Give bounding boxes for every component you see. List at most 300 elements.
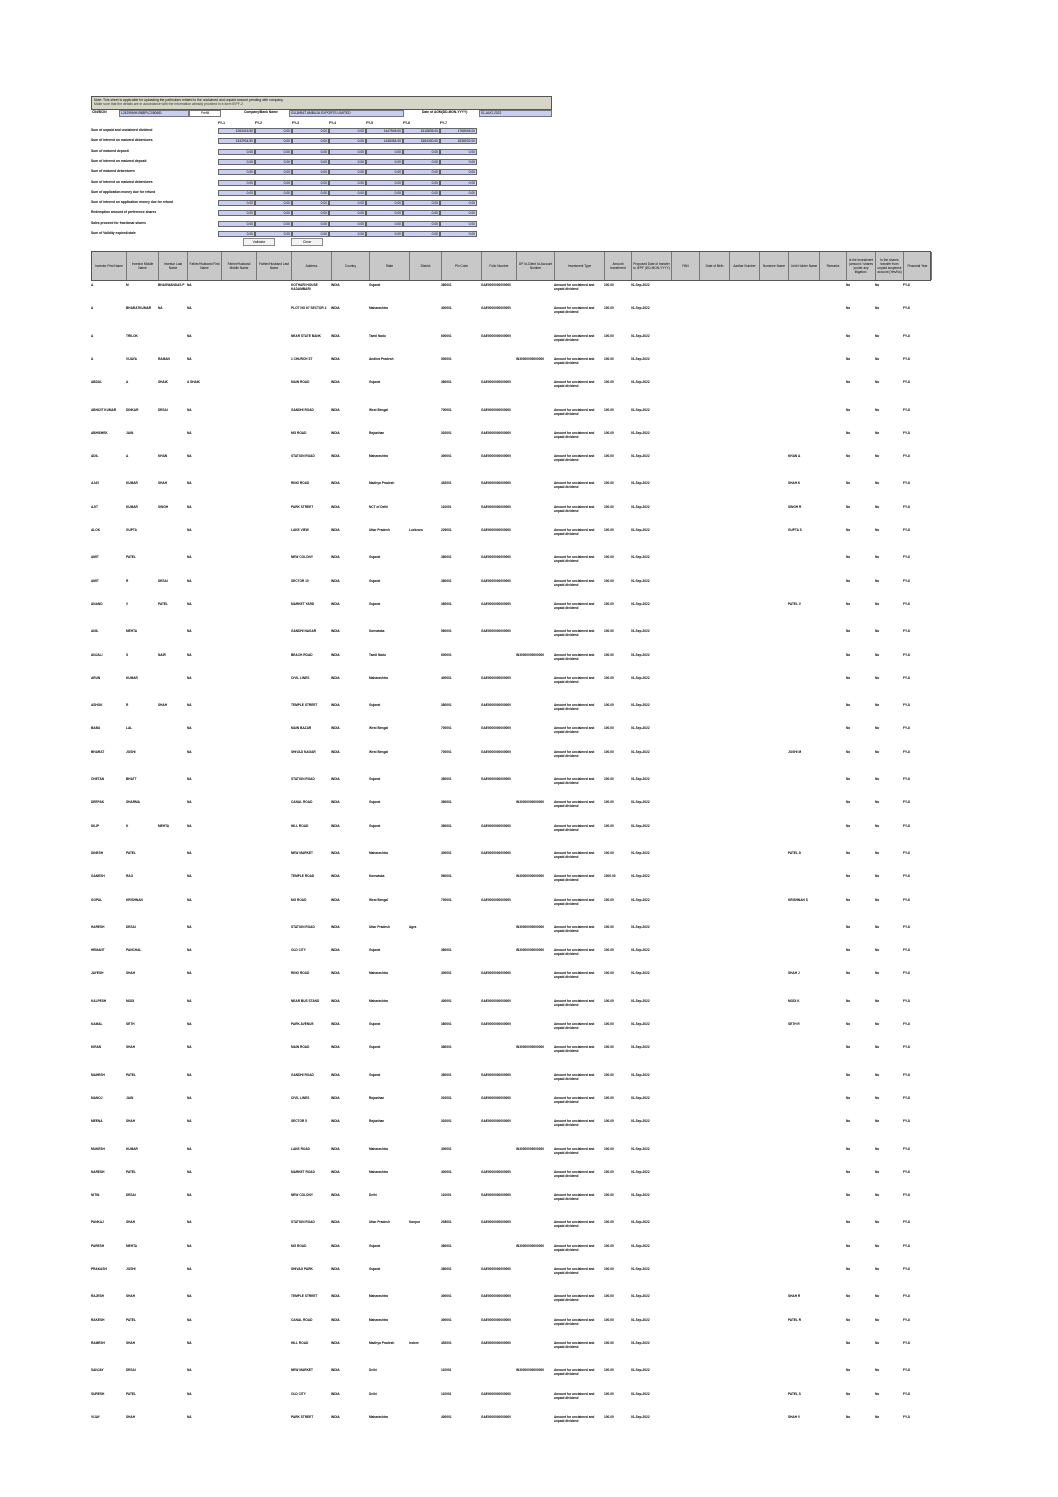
table-cell[interactable]: FY-8 <box>903 481 910 486</box>
table-cell[interactable] <box>409 1244 439 1264</box>
table-cell[interactable]: No <box>846 1294 851 1299</box>
table-cell[interactable]: Amount for unclaimed and unpaid dividend <box>554 948 595 957</box>
table-cell[interactable] <box>671 703 697 723</box>
table-cell[interactable] <box>759 454 786 478</box>
table-cell[interactable]: GAE0000000000000 <box>481 1193 511 1198</box>
table-cell[interactable]: Uttar Pradesh <box>369 528 390 532</box>
table-cell[interactable] <box>671 481 697 501</box>
table-cell[interactable]: No <box>875 823 880 828</box>
table-cell[interactable]: 100.00 <box>604 703 614 708</box>
table-cell[interactable]: 01-Sep-2022 <box>631 675 650 680</box>
table-cell[interactable] <box>671 824 697 848</box>
table-cell[interactable]: NA <box>187 971 192 976</box>
table-cell[interactable] <box>256 1096 289 1116</box>
table-cell[interactable] <box>221 306 254 330</box>
table-cell[interactable]: Amount for unclaimed and unpaid dividend <box>554 578 595 587</box>
table-cell[interactable] <box>759 334 786 354</box>
table-cell[interactable] <box>409 357 439 377</box>
table-cell[interactable] <box>671 948 697 968</box>
table-cell[interactable]: ASHOK <box>91 703 103 708</box>
table-cell[interactable]: SHAH <box>126 1220 136 1225</box>
table-cell[interactable] <box>221 408 254 428</box>
summary-value[interactable]: 0.00 <box>255 200 292 206</box>
table-cell[interactable]: PATEL R <box>788 1317 802 1322</box>
table-cell[interactable]: 100.00 <box>604 528 614 532</box>
summary-value[interactable]: 0.00 <box>292 128 329 134</box>
table-cell[interactable]: No <box>875 430 880 435</box>
table-cell[interactable]: No <box>846 430 851 435</box>
table-cell[interactable] <box>788 703 817 723</box>
table-cell[interactable]: Uttar Pradesh <box>369 1220 390 1225</box>
table-cell[interactable]: 01-Sep-2022 <box>631 1169 650 1174</box>
table-cell[interactable]: Amount for unclaimed and unpaid dividend <box>554 1220 595 1229</box>
table-cell[interactable]: INDIA <box>331 283 340 287</box>
table-cell[interactable] <box>256 481 289 501</box>
table-cell[interactable]: SHAH <box>126 1414 136 1419</box>
table-cell[interactable]: INDIA <box>331 629 340 634</box>
table-cell[interactable]: No <box>846 850 851 855</box>
table-cell[interactable] <box>256 1415 289 1439</box>
table-cell[interactable] <box>699 874 727 894</box>
table-cell[interactable] <box>729 1341 757 1365</box>
table-cell[interactable]: SINGH <box>158 504 169 509</box>
table-cell[interactable] <box>788 1341 817 1365</box>
table-cell[interactable] <box>158 1170 185 1190</box>
table-cell[interactable]: Amount for unclaimed and unpaid dividend <box>554 726 595 735</box>
table-cell[interactable] <box>256 1244 289 1264</box>
table-cell[interactable] <box>699 1267 727 1291</box>
table-cell[interactable]: Amount for unclaimed and unpaid dividend <box>554 971 595 980</box>
table-cell[interactable]: GAE0000000000000 <box>481 1294 511 1299</box>
table-cell[interactable]: Gujarat <box>369 380 381 385</box>
table-cell[interactable]: PATEL <box>126 850 136 855</box>
table-cell[interactable]: A SHAIK <box>187 380 200 385</box>
table-cell[interactable] <box>256 948 289 968</box>
table-cell[interactable]: 01-Sep-2022 <box>631 1220 650 1225</box>
table-cell[interactable] <box>409 602 439 626</box>
table-cell[interactable]: 01-Sep-2022 <box>631 333 650 338</box>
table-cell[interactable]: No <box>875 1340 880 1345</box>
table-cell[interactable] <box>409 851 439 871</box>
summary-value[interactable]: 0.00 <box>292 149 329 155</box>
table-cell[interactable]: No <box>846 948 851 953</box>
table-cell[interactable] <box>699 676 727 700</box>
table-cell[interactable]: INDIA <box>331 726 340 731</box>
table-cell[interactable] <box>671 1368 697 1388</box>
table-cell[interactable] <box>699 555 727 575</box>
table-cell[interactable] <box>699 777 727 797</box>
table-cell[interactable]: HILL ROAD <box>291 823 309 828</box>
table-cell[interactable] <box>256 334 289 354</box>
table-cell[interactable]: KAMAL <box>91 1022 103 1026</box>
table-cell[interactable]: 01-Sep-2022 <box>631 971 650 976</box>
table-cell[interactable] <box>699 1368 727 1388</box>
table-cell[interactable] <box>788 431 817 451</box>
table-cell[interactable]: INDIA <box>331 1169 340 1174</box>
table-cell[interactable] <box>671 1392 697 1412</box>
table-cell[interactable] <box>158 750 185 774</box>
table-cell[interactable]: No <box>875 749 880 754</box>
table-cell[interactable] <box>788 925 817 945</box>
table-cell[interactable] <box>729 555 757 575</box>
table-cell[interactable] <box>819 306 844 330</box>
table-cell[interactable] <box>759 1170 786 1190</box>
table-cell[interactable]: TEMPLE STREET <box>291 703 318 708</box>
table-cell[interactable]: LAKE ROAD <box>291 1146 310 1151</box>
table-cell[interactable]: No <box>846 1317 851 1322</box>
table-cell[interactable] <box>256 1073 289 1093</box>
table-cell[interactable]: NA <box>187 1414 192 1419</box>
table-cell[interactable]: 100.00 <box>604 454 614 459</box>
table-cell[interactable]: DINKAR <box>126 407 139 412</box>
table-cell[interactable]: GAE0000000000000 <box>481 629 511 634</box>
table-cell[interactable] <box>788 653 817 673</box>
table-cell[interactable]: NA <box>187 601 192 606</box>
table-cell[interactable]: No <box>875 1193 880 1198</box>
table-cell[interactable] <box>158 1073 185 1093</box>
table-cell[interactable]: NA <box>187 1045 192 1050</box>
table-cell[interactable]: 400001 <box>441 971 452 976</box>
summary-value[interactable]: 0.00 <box>366 221 403 227</box>
summary-value[interactable]: 0.00 <box>440 169 477 175</box>
table-cell[interactable]: No <box>846 1072 851 1077</box>
table-cell[interactable]: 400001 <box>441 998 452 1003</box>
table-cell[interactable]: IN30000000000000 <box>516 652 545 657</box>
table-cell[interactable] <box>256 750 289 774</box>
summary-value[interactable]: 0.00 <box>255 231 292 237</box>
summary-value[interactable]: 0.00 <box>292 221 329 227</box>
table-cell[interactable]: FY-8 <box>903 749 910 754</box>
table-cell[interactable]: MAIN ROAD <box>291 380 310 385</box>
table-cell[interactable]: Maharashtra <box>369 1317 388 1322</box>
table-cell[interactable]: Maharashtra <box>369 1146 388 1151</box>
table-cell[interactable] <box>158 528 185 552</box>
summary-value[interactable]: 0.00 <box>292 231 329 237</box>
table-cell[interactable]: 01-Sep-2022 <box>631 380 650 385</box>
table-cell[interactable] <box>221 1022 254 1042</box>
table-cell[interactable] <box>409 505 439 525</box>
table-cell[interactable] <box>256 971 289 995</box>
table-cell[interactable]: 01-Sep-2022 <box>631 948 650 953</box>
table-cell[interactable]: FY-8 <box>903 1072 910 1077</box>
table-cell[interactable]: Amount for unclaimed and unpaid dividend <box>554 481 595 490</box>
table-cell[interactable] <box>788 948 817 968</box>
table-cell[interactable] <box>256 676 289 700</box>
table-cell[interactable]: 01-Sep-2022 <box>631 528 650 532</box>
table-cell[interactable] <box>158 1244 185 1264</box>
table-cell[interactable] <box>221 703 254 723</box>
date-input[interactable]: 01-AUG-2022 <box>479 110 552 117</box>
table-cell[interactable]: 100.00 <box>604 283 614 287</box>
table-cell[interactable]: No <box>846 407 851 412</box>
table-cell[interactable]: FY-8 <box>903 601 910 606</box>
table-cell[interactable]: SETH R <box>788 1022 800 1026</box>
table-cell[interactable]: Andhra Pradesh <box>369 356 394 361</box>
table-cell[interactable]: PARESH <box>91 1243 105 1248</box>
table-cell[interactable] <box>819 971 844 995</box>
table-cell[interactable] <box>158 629 185 649</box>
table-cell[interactable]: NA <box>187 1294 192 1299</box>
table-cell[interactable]: FY-8 <box>903 874 910 879</box>
table-cell[interactable] <box>729 431 757 451</box>
table-cell[interactable] <box>221 1147 254 1167</box>
table-cell[interactable] <box>788 1220 817 1240</box>
table-cell[interactable] <box>699 750 727 774</box>
table-cell[interactable] <box>409 408 439 428</box>
table-cell[interactable] <box>759 925 786 945</box>
table-cell[interactable]: 100.00 <box>604 356 614 361</box>
table-cell[interactable]: Kanpur <box>409 1220 421 1225</box>
table-cell[interactable]: GAE0000000000000 <box>481 283 511 287</box>
company-input[interactable]: GUJARAT AMBUJA EXPORTS LIMITED <box>289 110 404 117</box>
table-cell[interactable] <box>729 454 757 478</box>
table-cell[interactable]: No <box>846 703 851 708</box>
table-cell[interactable]: 01-Sep-2022 <box>631 777 650 781</box>
table-cell[interactable]: FY-8 <box>903 407 910 412</box>
table-cell[interactable] <box>158 971 185 995</box>
table-cell[interactable]: ANJALI <box>91 652 103 657</box>
table-cell[interactable] <box>516 1119 552 1143</box>
table-cell[interactable]: 380001 <box>441 283 452 287</box>
table-cell[interactable]: 100.00 <box>604 1243 614 1248</box>
table-cell[interactable]: IN30000000000000 <box>516 948 545 953</box>
table-cell[interactable]: No <box>875 380 880 385</box>
table-cell[interactable]: 302001 <box>441 1119 452 1124</box>
table-cell[interactable]: No <box>846 481 851 486</box>
table-cell[interactable]: INDIA <box>331 430 340 435</box>
table-cell[interactable]: No <box>846 306 851 311</box>
table-cell[interactable] <box>759 824 786 848</box>
table-cell[interactable] <box>409 874 439 894</box>
table-cell[interactable] <box>699 408 727 428</box>
table-cell[interactable] <box>409 334 439 354</box>
table-cell[interactable] <box>788 1267 817 1291</box>
table-cell[interactable]: DESAI <box>126 924 136 929</box>
table-cell[interactable]: Maharashtra <box>369 1169 388 1174</box>
table-cell[interactable] <box>516 555 552 575</box>
table-cell[interactable]: West Bengal <box>369 897 389 902</box>
table-cell[interactable]: No <box>875 555 880 560</box>
table-cell[interactable]: NEAR STATE BANK <box>291 333 321 338</box>
table-cell[interactable]: MAIN ROAD <box>291 1045 310 1050</box>
table-cell[interactable]: Maharashtra <box>369 998 388 1003</box>
table-cell[interactable]: NA <box>187 306 192 311</box>
table-cell[interactable]: No <box>846 897 851 902</box>
table-cell[interactable]: GAE0000000000000 <box>481 1072 511 1077</box>
table-cell[interactable]: 01-Sep-2022 <box>631 1267 650 1271</box>
table-cell[interactable] <box>516 629 552 649</box>
table-cell[interactable]: FY-8 <box>903 1340 910 1345</box>
summary-value[interactable]: 0.00 <box>255 159 292 165</box>
table-cell[interactable] <box>671 1244 697 1264</box>
table-cell[interactable]: No <box>846 924 851 929</box>
table-cell[interactable] <box>699 1170 727 1190</box>
table-cell[interactable] <box>671 874 697 894</box>
table-cell[interactable]: INDIA <box>331 1072 340 1077</box>
table-cell[interactable] <box>256 1022 289 1042</box>
table-cell[interactable]: No <box>875 1119 880 1124</box>
table-cell[interactable]: 100.00 <box>604 823 614 828</box>
table-cell[interactable] <box>699 602 727 626</box>
table-cell[interactable] <box>409 824 439 848</box>
table-cell[interactable] <box>516 579 552 599</box>
table-cell[interactable]: Amount for unclaimed and unpaid dividend <box>554 874 595 883</box>
table-cell[interactable]: 100.00 <box>604 675 614 680</box>
table-cell[interactable] <box>729 824 757 848</box>
summary-value[interactable]: 0.00 <box>366 200 403 206</box>
table-cell[interactable]: Amount for unclaimed and unpaid dividend <box>554 601 595 610</box>
summary-value[interactable]: 0.00 <box>218 221 255 227</box>
table-cell[interactable]: GAE0000000000000 <box>481 823 511 828</box>
table-cell[interactable] <box>729 1244 757 1264</box>
table-cell[interactable] <box>699 1415 727 1439</box>
table-cell[interactable]: INDIA <box>331 703 340 708</box>
table-cell[interactable]: NA <box>187 675 192 680</box>
summary-value[interactable]: 0.00 <box>292 210 329 216</box>
table-cell[interactable] <box>699 1392 727 1412</box>
summary-value[interactable]: 0.00 <box>403 159 440 165</box>
table-cell[interactable] <box>788 306 817 330</box>
summary-value[interactable]: 0.00 <box>403 200 440 206</box>
table-cell[interactable]: SHARMA <box>126 800 140 805</box>
table-cell[interactable] <box>819 726 844 746</box>
table-cell[interactable] <box>699 1318 727 1338</box>
table-cell[interactable]: Amount for unclaimed and unpaid dividend <box>554 1294 595 1303</box>
table-cell[interactable] <box>759 1415 786 1439</box>
table-cell[interactable]: MG ROAD <box>291 1243 307 1248</box>
table-cell[interactable]: NA <box>187 703 192 708</box>
table-cell[interactable]: A <box>91 356 94 361</box>
table-cell[interactable]: 100.00 <box>604 924 614 929</box>
table-cell[interactable] <box>699 1220 727 1240</box>
table-cell[interactable] <box>516 898 552 922</box>
table-cell[interactable] <box>256 1147 289 1167</box>
table-cell[interactable]: ADIL <box>91 454 99 459</box>
table-cell[interactable]: 380001 <box>441 800 452 805</box>
table-cell[interactable]: Gujarat <box>369 1072 381 1077</box>
table-cell[interactable] <box>788 726 817 746</box>
table-cell[interactable]: MARKET ROAD <box>291 1169 315 1174</box>
table-cell[interactable] <box>729 1267 757 1291</box>
table-cell[interactable] <box>516 1073 552 1093</box>
table-cell[interactable]: 01-Sep-2022 <box>631 578 650 583</box>
table-cell[interactable] <box>729 602 757 626</box>
table-cell[interactable] <box>409 1193 439 1217</box>
table-cell[interactable]: AMIT <box>91 578 99 583</box>
table-cell[interactable]: GAE0000000000000 <box>481 1414 511 1419</box>
table-cell[interactable] <box>409 481 439 501</box>
table-cell[interactable]: IN30000000000000 <box>516 924 545 929</box>
table-cell[interactable]: IN30000000000000 <box>516 874 545 879</box>
table-cell[interactable]: NA <box>187 777 192 781</box>
table-cell[interactable] <box>699 824 727 848</box>
table-cell[interactable] <box>671 1220 697 1240</box>
table-cell[interactable]: No <box>875 1414 880 1419</box>
table-cell[interactable]: AJAY <box>91 481 100 486</box>
table-cell[interactable]: 380001 <box>441 703 452 708</box>
table-cell[interactable] <box>256 454 289 478</box>
table-cell[interactable]: Amount for unclaimed and unpaid dividend <box>554 333 595 342</box>
table-cell[interactable]: MARKET YARD <box>291 601 315 606</box>
table-cell[interactable]: 01-Sep-2022 <box>631 629 650 634</box>
table-cell[interactable] <box>516 283 552 303</box>
table-cell[interactable]: Amount for unclaimed and unpaid dividend <box>554 1095 595 1104</box>
table-cell[interactable]: Amount for unclaimed and unpaid dividend <box>554 1340 595 1349</box>
table-cell[interactable]: 226001 <box>441 528 452 532</box>
summary-value[interactable]: 0.00 <box>255 221 292 227</box>
table-cell[interactable] <box>409 1415 439 1439</box>
table-cell[interactable]: 380001 <box>441 601 452 606</box>
table-cell[interactable] <box>516 505 552 525</box>
table-cell[interactable] <box>819 380 844 404</box>
table-cell[interactable] <box>671 1022 697 1042</box>
table-cell[interactable]: NA <box>187 407 192 412</box>
table-cell[interactable] <box>256 1392 289 1412</box>
table-cell[interactable]: 01-Sep-2022 <box>631 749 650 754</box>
table-cell[interactable]: INDIA <box>331 897 340 902</box>
table-cell[interactable]: GAE0000000000000 <box>481 777 511 781</box>
table-cell[interactable]: GAE0000000000000 <box>481 1095 511 1100</box>
table-cell[interactable]: FY-8 <box>903 454 910 459</box>
table-cell[interactable]: S <box>126 652 129 657</box>
table-cell[interactable] <box>516 408 552 428</box>
table-cell[interactable] <box>158 898 185 922</box>
table-cell[interactable]: GUPTA S <box>788 528 802 532</box>
table-cell[interactable]: NA <box>187 1169 192 1174</box>
table-cell[interactable]: Karnataka <box>369 874 385 879</box>
table-cell[interactable] <box>516 1267 552 1291</box>
table-cell[interactable]: 01-Sep-2022 <box>631 703 650 708</box>
table-cell[interactable]: BHATT <box>126 777 137 781</box>
table-cell[interactable] <box>671 357 697 377</box>
table-cell[interactable] <box>256 851 289 871</box>
table-cell[interactable]: PARK AVENUE <box>291 1022 314 1026</box>
table-cell[interactable]: INDIA <box>331 1045 340 1050</box>
table-cell[interactable]: INDIA <box>331 1294 340 1299</box>
table-cell[interactable]: NCT of Delhi <box>369 504 389 509</box>
table-cell[interactable]: DESAI <box>158 578 168 583</box>
table-cell[interactable] <box>819 777 844 797</box>
table-cell[interactable]: Delhi <box>369 1391 377 1396</box>
table-cell[interactable]: No <box>846 675 851 680</box>
table-cell[interactable]: ARUN <box>91 675 101 680</box>
table-cell[interactable] <box>729 334 757 354</box>
table-cell[interactable]: 01-Sep-2022 <box>631 1243 650 1248</box>
table-cell[interactable]: 400001 <box>441 850 452 855</box>
table-cell[interactable] <box>819 1147 844 1167</box>
table-cell[interactable] <box>699 528 727 552</box>
table-cell[interactable]: GAE0000000000000 <box>481 1340 511 1345</box>
table-cell[interactable]: No <box>875 283 880 287</box>
table-cell[interactable] <box>819 1318 844 1338</box>
table-cell[interactable]: 01-Sep-2022 <box>631 1294 650 1299</box>
table-cell[interactable]: Amount for unclaimed and unpaid dividend <box>554 528 595 536</box>
table-cell[interactable] <box>671 1119 697 1143</box>
table-cell[interactable]: 100.00 <box>604 380 614 385</box>
summary-value[interactable]: 0.00 <box>440 210 477 216</box>
table-cell[interactable] <box>729 1220 757 1240</box>
table-cell[interactable]: 01-Sep-2022 <box>631 356 650 361</box>
table-cell[interactable] <box>221 602 254 626</box>
table-cell[interactable]: AJIT <box>91 504 98 509</box>
table-cell[interactable]: GAE0000000000000 <box>481 578 511 583</box>
table-cell[interactable]: No <box>846 1414 851 1419</box>
table-cell[interactable]: 100.00 <box>604 749 614 754</box>
summary-value[interactable]: 0.00 <box>329 180 366 186</box>
table-cell[interactable] <box>221 1415 254 1439</box>
table-cell[interactable] <box>256 1170 289 1190</box>
table-cell[interactable]: GANDHI ROAD <box>291 1072 314 1077</box>
